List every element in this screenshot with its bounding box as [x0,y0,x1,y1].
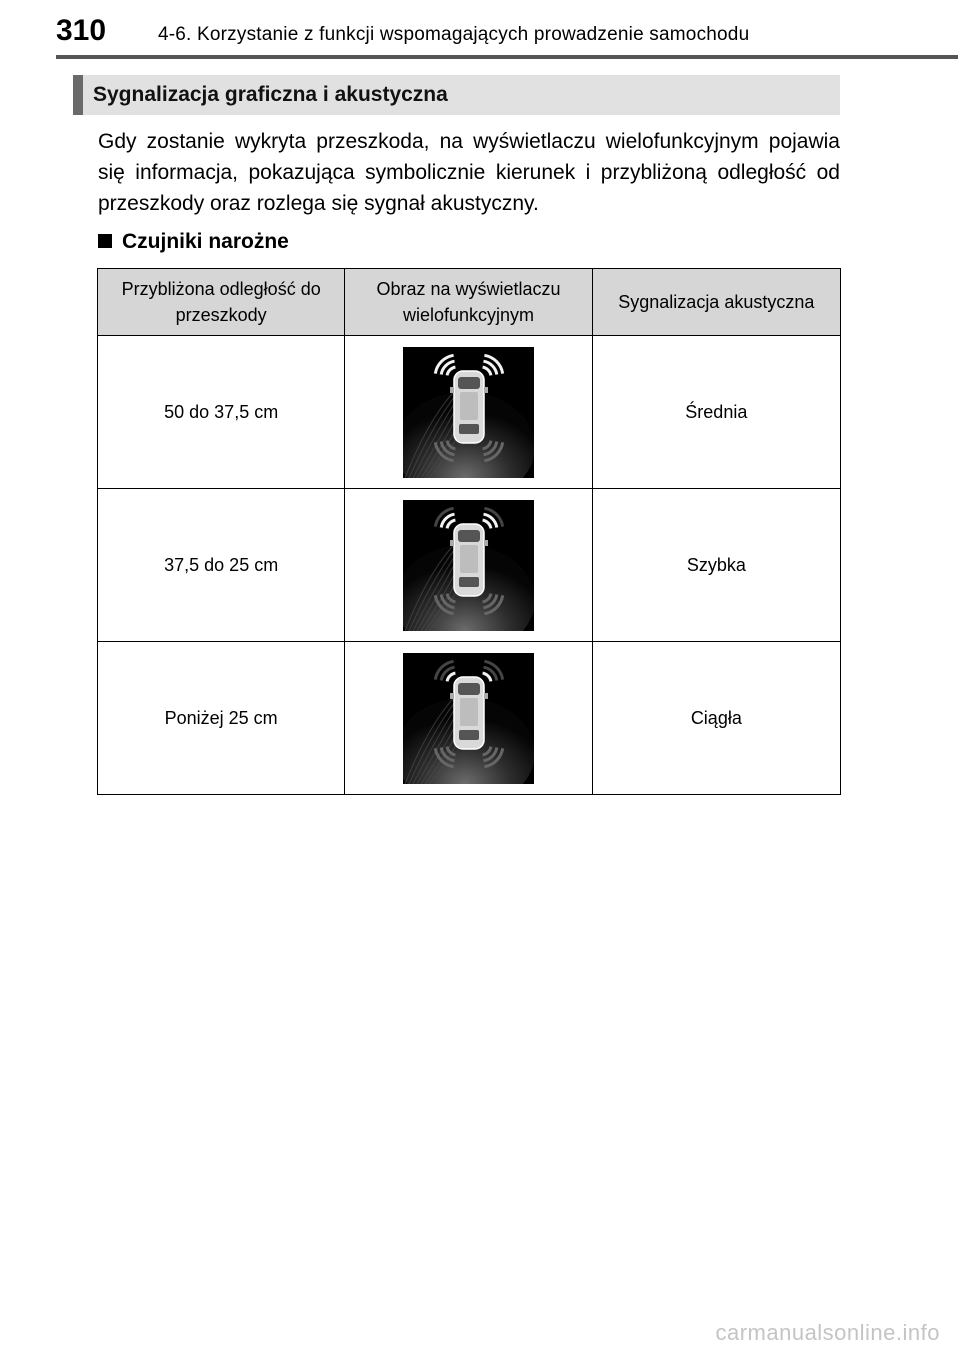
header-rule [56,55,958,59]
table-row [98,642,841,795]
car-mirror-right [484,540,488,546]
sensor-table [97,268,841,795]
display-cell [345,489,592,642]
distance-cell: 50 do 37,5 cm [98,336,345,489]
car-windshield [458,530,480,542]
table-row [98,489,841,642]
display-cell [345,642,592,795]
display-cell [345,336,592,489]
section-heading-bar [73,75,83,115]
subsection-title: Czujniki narożne [122,230,289,253]
table-header-row [98,269,841,336]
header-sound: Sygnalizacja akustyczna [592,269,840,336]
distance-cell: Poniżej 25 cm [98,642,345,795]
car-sensor-display-image [403,500,534,631]
subsection-heading [98,230,289,254]
car-mirror-left [450,387,454,393]
sound-cell: Ciągła [592,642,840,795]
car-mirror-left [450,540,454,546]
distance-cell: 37,5 do 25 cm [98,489,345,642]
car-windshield [458,683,480,695]
table-row [98,336,841,489]
intro-paragraph: Gdy zostanie wykryta przeszkoda, na wyświetlaczu wielofunkcyjnym pojawia się informacja, pokazująca symbolicznie kierunek i przybliżoną odległość od przeszkody oraz rozlega się sygnał akustyczny. [98,130,840,215]
car-roof [460,545,478,573]
sound-cell: Szybka [592,489,840,642]
car-windshield [458,377,480,389]
car-rear-window [459,730,479,740]
car-mirror-right [484,387,488,393]
watermark: carmanualsonline.info [715,1320,940,1345]
car-roof [460,698,478,726]
car-sensor-display-image [403,347,534,478]
section-heading-box [73,75,840,115]
chapter-title: 4-6. Korzystanie z funkcji wspomagających prowadzenie samochodu [158,24,750,45]
sound-cell: Średnia [592,336,840,489]
square-bullet-icon [98,234,112,248]
page-header [0,0,960,60]
car-rear-window [459,424,479,434]
header-display: Obraz na wyświetlaczu wielofunkcyjnym [345,269,592,336]
page-number: 310 [56,14,107,47]
car-mirror-right [484,693,488,699]
header-distance: Przybliżona odległość do przeszkody [98,269,345,336]
car-rear-window [459,577,479,587]
section-title: Sygnalizacja graficzna i akustyczna [93,83,448,106]
car-mirror-left [450,693,454,699]
car-roof [460,392,478,420]
car-sensor-display-image [403,653,534,784]
